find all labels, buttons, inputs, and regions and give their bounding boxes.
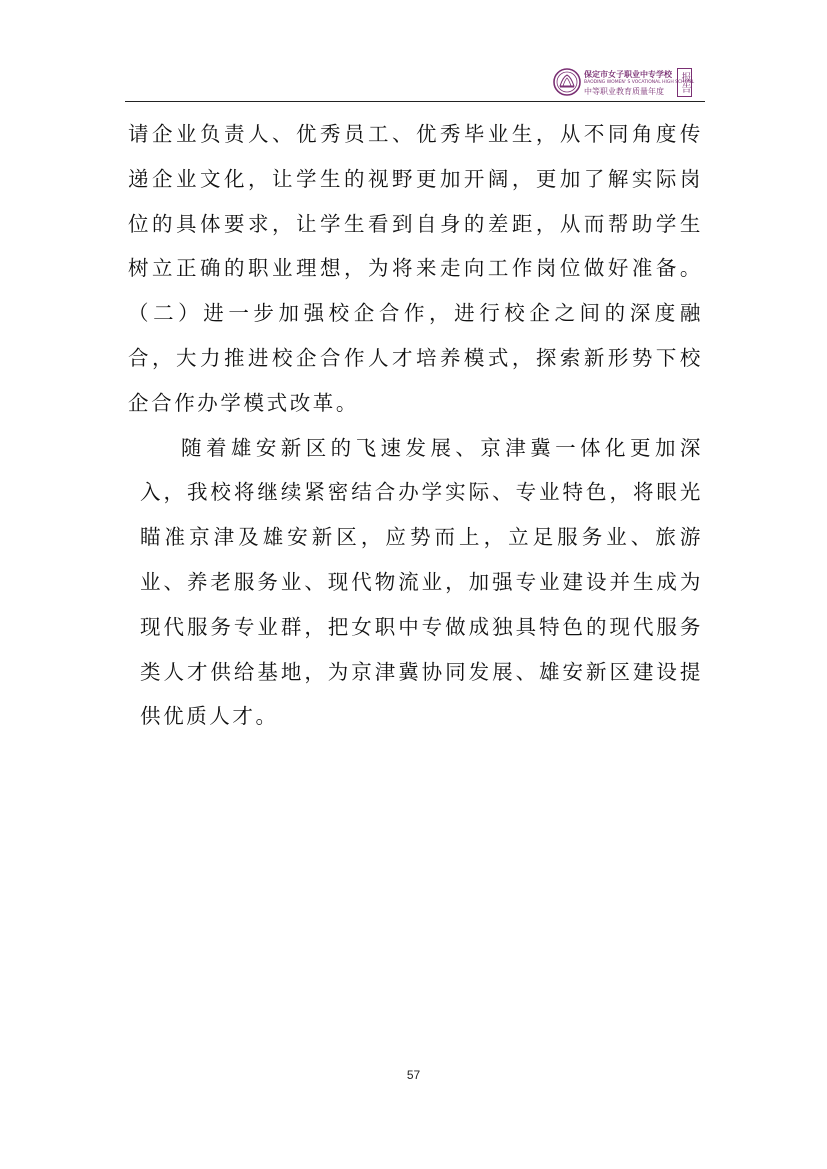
report-subtitle: 中等职业教育质量年度 [584,87,664,96]
paragraph-1: 请企业负责人、优秀员工、优秀毕业生，从不同角度传递企业文化，让学生的视野更加开阔，更加了解实际岗位的具体要求，让学生看到自身的差距，从而帮助学生树立正确的职业理想，为将来走向工作岗位做好准备。（二）进一步加强校企合作，进行校企之间的深度融合，大力推进校企合作人才培养模式，探索新形势下校企合作办学模式改革。 [128,122,703,415]
document-body [128,112,703,739]
page-header [0,0,827,104]
page-number: 57 [406,1068,421,1082]
report-tag: 报告 [677,68,692,97]
school-name: 保定市女子职业中专学校 [584,69,672,79]
school-logo-block [553,68,705,100]
school-name-english: BAODING WOMEN' S VOCATIONAL HIGH SCHOOL [584,80,695,85]
school-emblem-icon [553,68,581,96]
header-divider [125,101,705,102]
paragraph-2: 随着雄安新区的飞速发展、京津冀一体化更加深入，我校将继续紧密结合办学实际、专业特色，将眼光瞄准京津及雄安新区，应势而上，立足服务业、旅游业、养老服务业、现代物流业，加强专业建设并生成为现代服务专业群，把女职中专做成独具特色的现代服务类人才供给基地，为京津冀协同发展、雄安新区建设提供优质人才。 [140,435,703,729]
